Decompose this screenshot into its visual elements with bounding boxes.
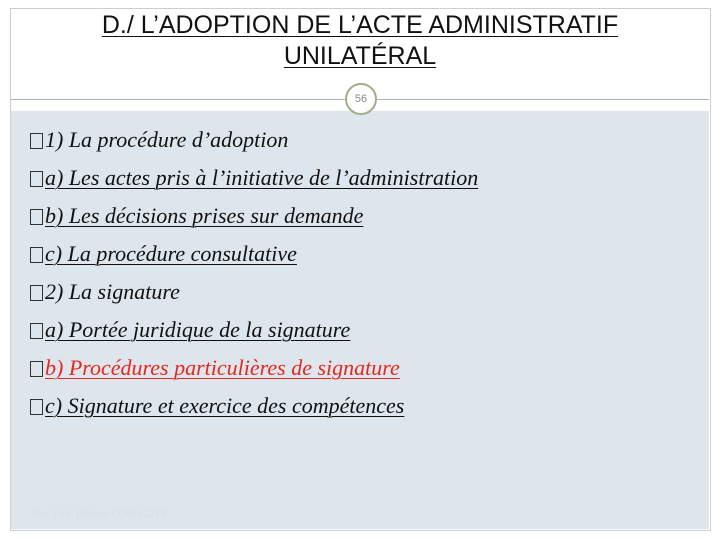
outline-item-text: b) Les décisions prises sur demande xyxy=(45,203,364,228)
outline-item xyxy=(30,121,478,159)
outline-item xyxy=(30,349,478,387)
slide-title xyxy=(0,10,720,72)
page-number: 56 xyxy=(354,93,368,105)
title-line-2: UNILATÉRAL xyxy=(283,42,437,70)
outline-item xyxy=(30,235,478,273)
outline-list xyxy=(30,121,478,425)
outline-item-text: b) Procédures particulières de signature xyxy=(45,355,400,380)
outline-item-text: c) La procédure consultative xyxy=(45,241,297,266)
bullet-icon xyxy=(30,133,43,149)
bullet-icon xyxy=(30,285,43,301)
outline-item-text: c) Signature et exercice des compétences xyxy=(45,393,405,418)
outline-item xyxy=(30,197,478,235)
outline-item-text: a) Les actes pris à l’initiative de l’administration xyxy=(45,165,479,190)
outline-item xyxy=(30,159,478,197)
bullet-icon xyxy=(30,209,43,225)
bullet-icon xyxy=(30,323,43,339)
bullet-icon xyxy=(30,399,43,415)
outline-item xyxy=(30,311,478,349)
bullet-icon xyxy=(30,361,43,377)
bullet-icon xyxy=(30,171,43,187)
outline-item xyxy=(30,387,478,425)
title-line-1: D./ L’ADOPTION DE L’ACTE ADMINISTRATIF xyxy=(101,11,619,39)
page-number-badge xyxy=(345,83,377,115)
outline-item-text: 1) La procédure d’adoption xyxy=(45,127,289,152)
bullet-icon xyxy=(30,247,43,263)
outline-item-text: 2) La signature xyxy=(45,279,180,304)
outline-item-text: a) Portée juridique de la signature xyxy=(45,317,351,342)
outline-item xyxy=(30,273,478,311)
footer-credit: Doc. Prof. Philippe COSSALTER xyxy=(32,509,169,520)
